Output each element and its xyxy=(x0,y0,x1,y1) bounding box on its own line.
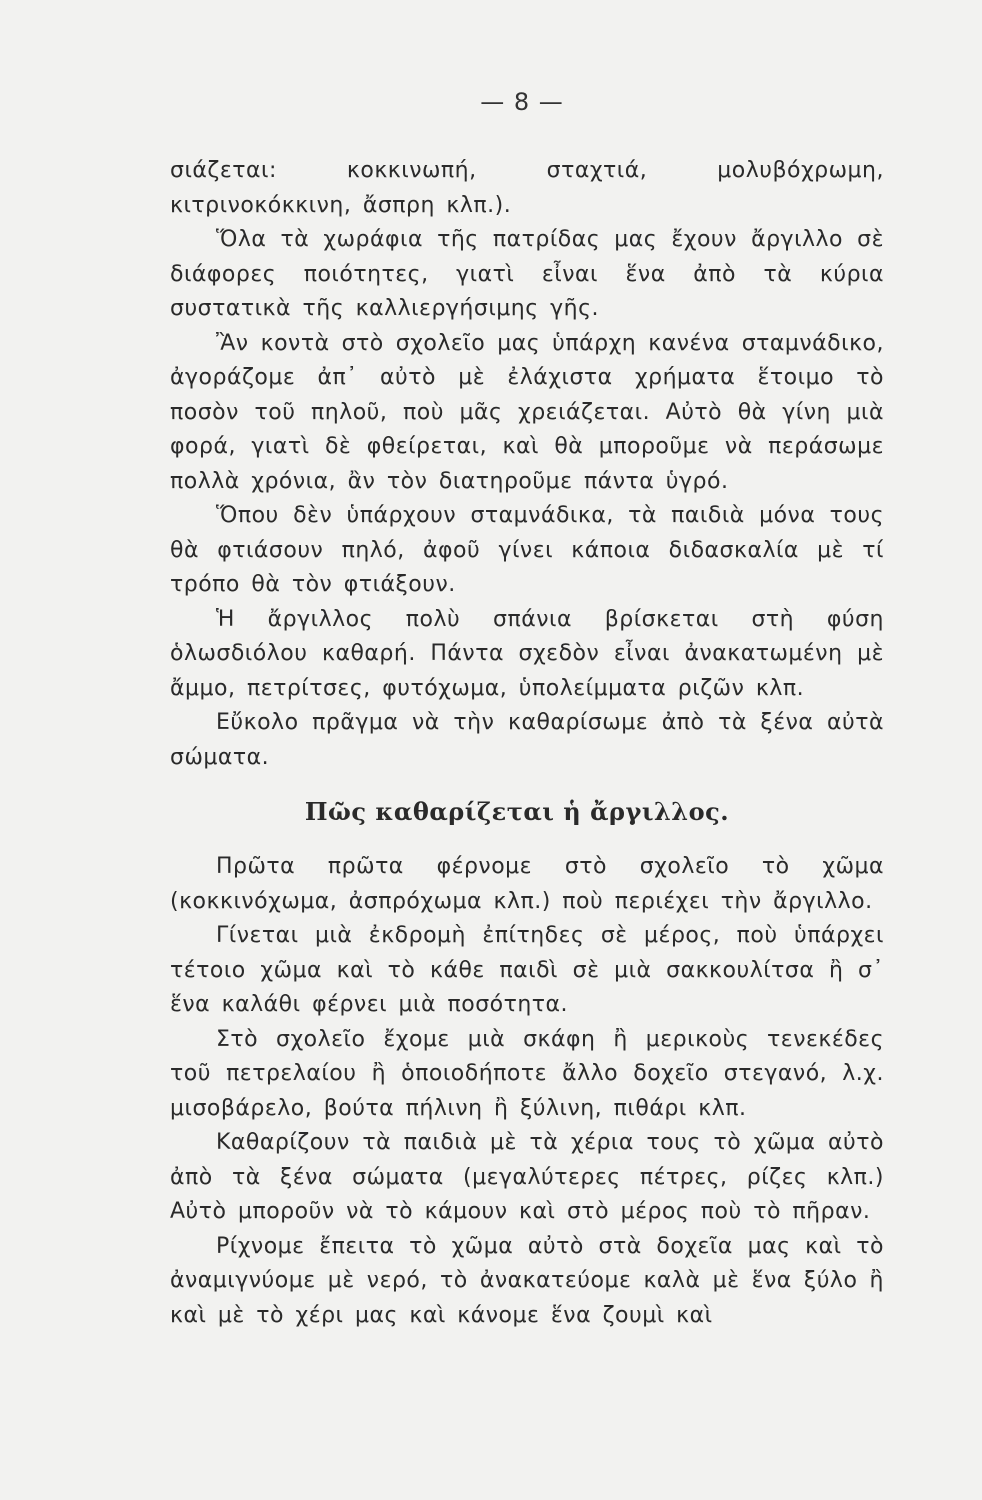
paragraph: Γίνεται μιὰ ἐκδρομὴ ἐπίτηδες σὲ μέρος, ποὺ ὑπάρχει τέτοιο χῶμα καὶ τὸ κάθε παιδὶ σὲ μιὰ σακκουλίτσα ἢ σ᾽ ἕνα καλάθι φέρνει μιὰ ποσότητα. xyxy=(170,923,884,1017)
paragraph: Καθαρίζουν τὰ παιδιὰ μὲ τὰ χέρια τους τὸ χῶμα αὐτὸ ἀπὸ τὰ ξένα σώματα (μεγαλύτερες πέτρες, ρίζες κλπ.) Αὐτὸ μποροῦν νὰ τὸ κάμουν καὶ στὸ μέρος ποὺ τὸ πῆραν. xyxy=(170,1130,884,1224)
paragraph: Ὅλα τὰ χωράφια τῆς πατρίδας μας ἔχουν ἄργιλλο σὲ διάφορες ποιότητες, γιατὶ εἶναι ἕνα ἀπὸ τὰ κύρια συστατικὰ τῆς καλλιεργήσιμης γῆς. xyxy=(170,227,884,321)
paragraph: Πρῶτα πρῶτα φέρνομε στὸ σχολεῖο τὸ χῶμα (κοκκινόχωμα, ἀσπρόχωμα κλπ.) ποὺ περιέχει τὴν ἄργιλλο. xyxy=(170,854,884,914)
paragraph: Στὸ σχολεῖο ἔχομε μιὰ σκάφη ἢ μερικοὺς τενεκέδες τοῦ πετρελαίου ἢ ὁποιοδήποτε ἄλλο δοχεῖο στεγανό, λ.χ. μισοβάρελο, βούτα πήλινη ἢ ξύλινη, πιθάρι κλπ. xyxy=(170,1026,884,1121)
section-heading: Πῶς καθαρίζεται ἡ ἄργιλλος. xyxy=(304,797,730,826)
paragraph: Ρίχνομε ἔπειτα τὸ χῶμα αὐτὸ στὰ δοχεῖα μας καὶ τὸ ἀναμιγνύομε μὲ νερό, τὸ ἀνακατεύομε καλὰ μὲ ἕνα ξύλο ἢ καὶ μὲ τὸ χέρι μας καὶ κάνομε ἕνα ζουμὶ καὶ xyxy=(170,1233,884,1328)
paragraph: Εὔκολο πρᾶγμα νὰ τὴν καθαρίσωμε ἀπὸ τὰ ξένα αὐτὰ σώματα. xyxy=(170,710,884,770)
paragraph: Ὅπου δὲν ὑπάρχουν σταμνάδικα, τὰ παιδιὰ μόνα τους θὰ φτιάσουν πηλό, ἀφοῦ γίνει κάποια διδασκαλία μὲ τί τρόπο θὰ τὸν φτιάξουν. xyxy=(170,503,884,597)
top-section xyxy=(170,154,884,775)
paragraph: Ἡ ἄργιλλος πολὺ σπάνια βρίσκεται στὴ φύση ὁλωσδιόλου καθαρή. Πάντα σχεδὸν εἶναι ἀνακατωμένη μὲ ἄμμο, πετρίτσες, φυτόχωμα, ὑπολείμματα ριζῶν κλπ. xyxy=(170,606,884,701)
paragraph: Ἂν κοντὰ στὸ σχολεῖο μας ὑπάρχη κανένα σταμνάδικο, ἀγοράζομε ἀπ᾽ αὐτὸ μὲ ἐλάχιστα χρήματα ἕτοιμο τὸ ποσὸν τοῦ πηλοῦ, ποὺ μᾶς χρειάζεται. Αὐτὸ θὰ γίνη μιὰ φορά, γιατὶ δὲ φθείρεται, καὶ θὰ μποροῦμε νὰ περάσωμε πολλὰ χρόνια, ἂν τὸν διατηροῦμε πάντα ὑγρό. xyxy=(170,330,884,494)
page-number: — 8 — xyxy=(480,88,564,116)
paragraph-continuation: σιάζεται: κοκκινωπή, σταχτιά, μολυβόχρωμη, κιτρινοκόκκινη, ἄσπρη κλπ.). xyxy=(170,158,884,218)
bottom-section xyxy=(170,850,884,1333)
